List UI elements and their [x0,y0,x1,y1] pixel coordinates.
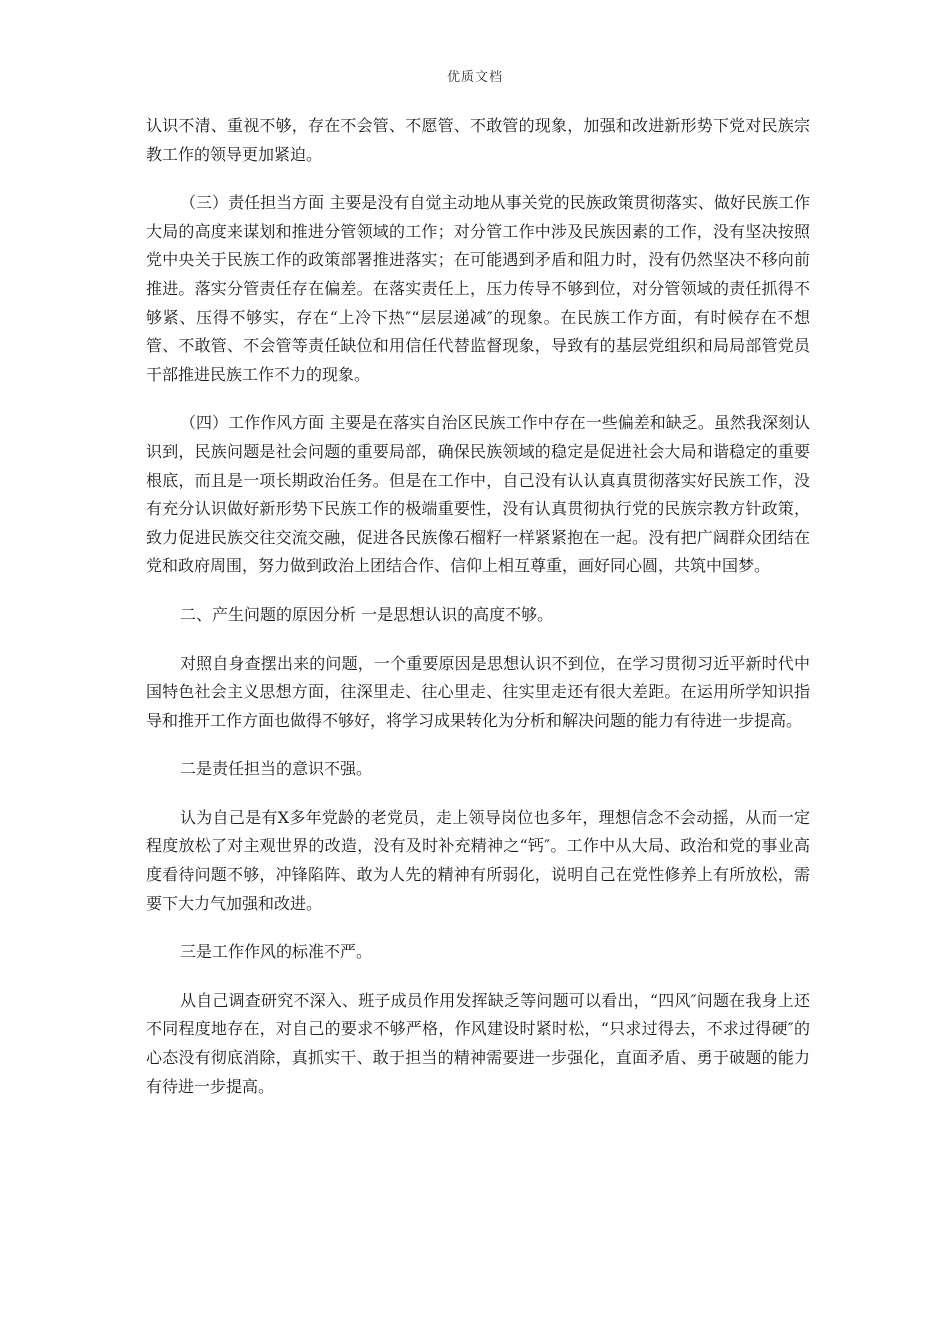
page-header: 优质文档 [446,70,503,85]
document-body [146,112,810,1121]
paragraph-thinking: 对照自身查摆出来的问题，一个重要原因是思想认识不到位，在学习贯彻习近平新时代中国特色社会主义思想方面，往深里走、往心里走、往实里走还有很大差距。在运用所学知识指导和推开工作方面也做得不够好，将学习成果转化为分析和解决问题的能力有待进一步提高。 [146,653,810,730]
section-heading-cause-analysis: 二、产生问题的原因分析 一是思想认识的高度不够。 [180,604,554,624]
paragraph-work-style: （四）工作作风方面 主要是在落实自治区民族工作中存在一些偏差和缺乏。虽然我深刻认识到，民族问题是社会问题的重要局部，确保民族领域的稳定是促进社会大局和谐稳定的重要根底，而且是一项长期政治任务。但是在工作中，自己没有认认真真贯彻落实好民族工作，没有充分认识做好新形势下民族工作的极端重要性，没有认真贯彻执行党的民族宗教方针政策，致力促进民族交往交流交融，促进各民族像石榴籽一样紧紧抱在一起。没有把广阔群众团结在党和政府周围，努力做到政治上团结合作、信仰上相互尊重，画好同心圆，共筑中国梦。 [146,413,810,576]
subheading-work-style: 三是工作作风的标准不严。 [180,942,373,962]
paragraph-party-member: 认为自己是有X多年党龄的老党员，走上领导岗位也多年，理想信念不会动摇，从而一定程度放松了对主观世界的改造，没有及时补充精神之“钙″。工作中从大局、政治和党的事业高度看待问题不够，冲锋陷阵、敢为人先的精神有所弱化，说明自己在党性修养上有所放松，需要下大力气加强和改进。 [146,807,810,913]
paragraph-continuation: 认识不清、重视不够，存在不会管、不愿管、不敢管的现象，加强和改进新形势下党对民族宗教工作的领导更加紧迫。 [146,116,810,164]
subheading-responsibility: 二是责任担当的意识不强。 [180,759,373,779]
paragraph-four-winds: 从自己调查研究不深入、班子成员作用发挥缺乏等问题可以看出，“四风″问题在我身上还不同程度地存在，对自己的要求不够严格，作风建设时紧时松，“只求过得去，不求过得硬″的心态没有彻底消除，真抓实干、敢于担当的精神需要进一步强化，直面矛盾、勇于破题的能力有待进一步提高。 [146,990,810,1096]
paragraph-responsibility: （三）责任担当方面 主要是没有自觉主动地从事关党的民族政策贯彻落实、做好民族工作大局的高度来谋划和推进分管领域的工作；对分管工作中涉及民族因素的工作，没有坚决按照党中央关于民族工作的政策部署推进落实；在可能遇到矛盾和阻力时，没有仍然坚决不移向前推进。落实分管责任存在偏差。在落实责任上，压力传导不够到位，对分管领域的责任抓得不够紧、压得不够实，存在“上冷下热″“层层递减″的现象。在民族工作方面，有时候存在不想管、不敢管、不会管等责任缺位和用信任代替监督现象，导致有的基层党组织和局局部管党员干部推进民族工作不力的现象。 [146,193,810,384]
